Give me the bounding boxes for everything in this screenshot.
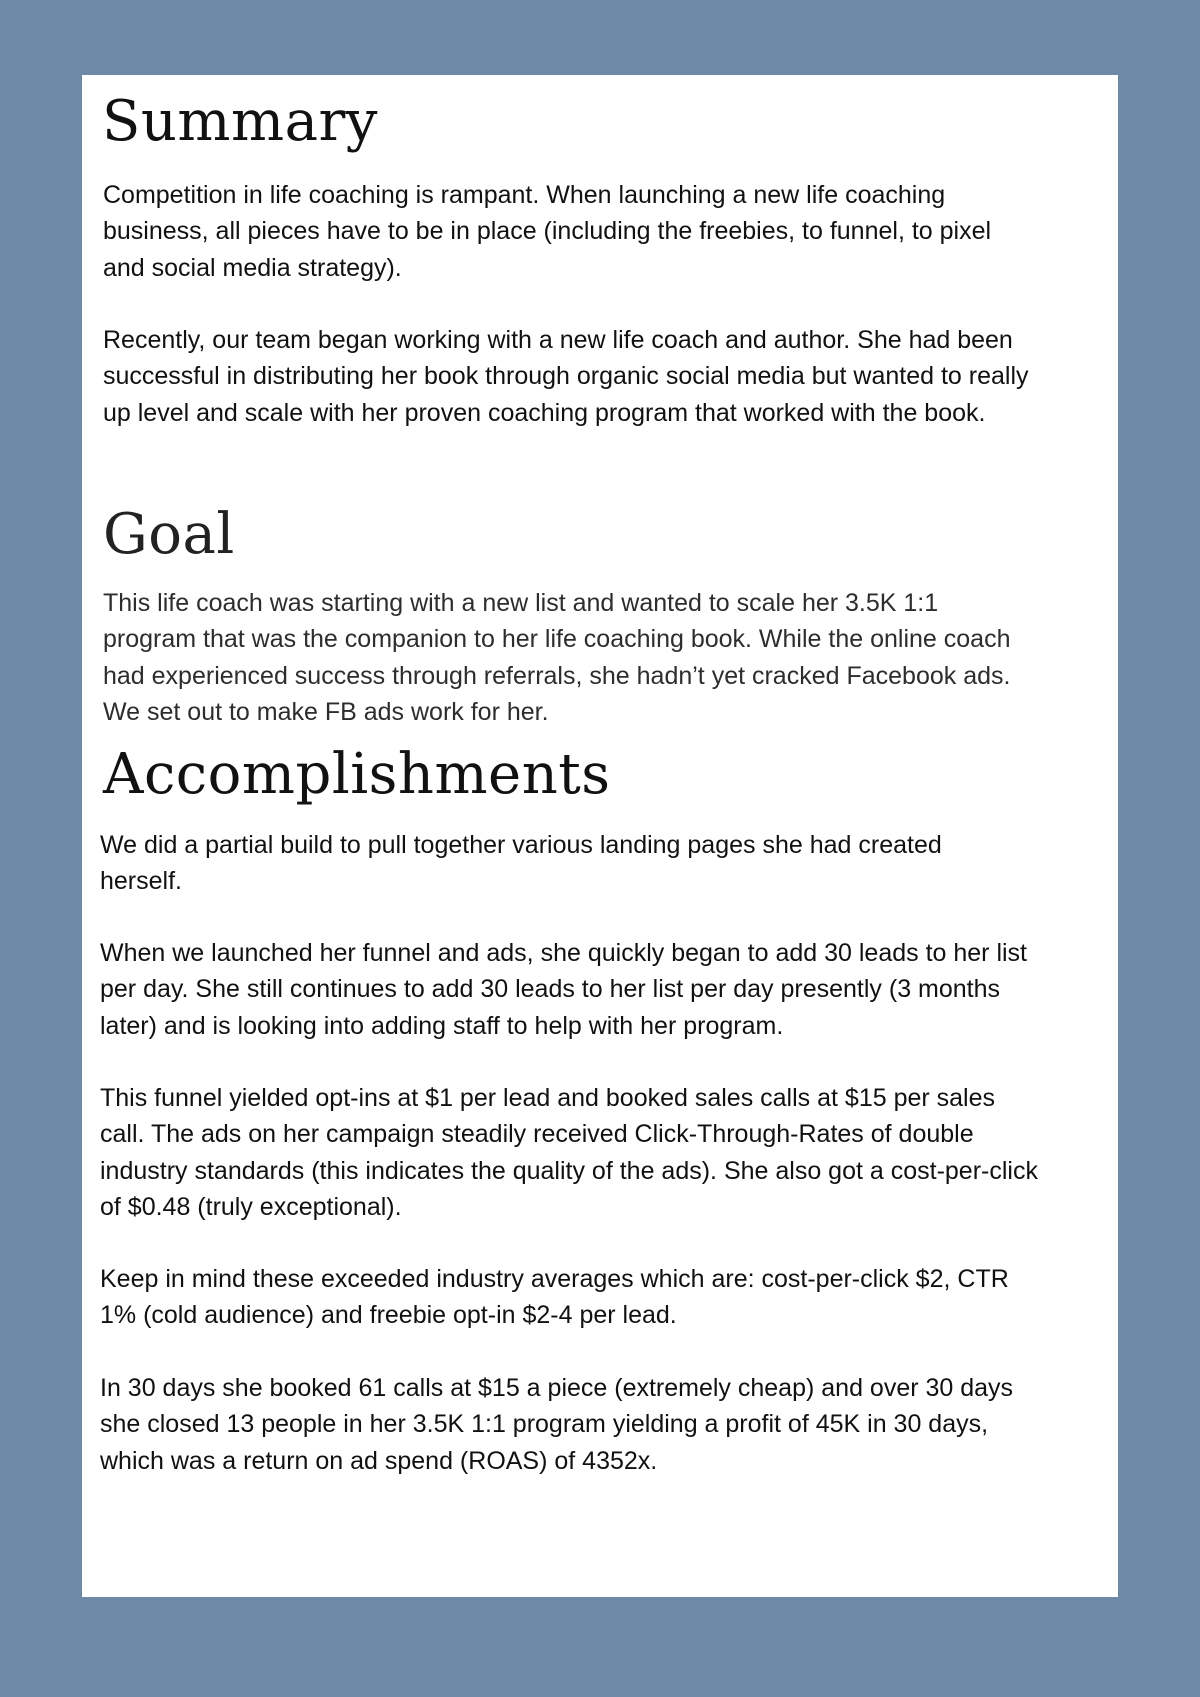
document-card xyxy=(82,75,1118,1597)
accomplishments-paragraph-1: We did a partial build to pull together various landing pages she had created herself. xyxy=(100,831,942,896)
goal-paragraph: This life coach was starting with a new list and wanted to scale her 3.5K 1:1 program that was the companion to her life coaching book. While the online coach had experienced success through referrals, she hadn’t yet cracked Facebook ads. We set out to make FB ads work for her. xyxy=(103,589,1011,726)
summary-heading: Summary xyxy=(102,89,378,154)
accomplishments-paragraph-4: Keep in mind these exceeded industry averages which are: cost-per-click $2, CTR 1% (cold audience) and freebie opt-in $2-4 per lead. xyxy=(100,1265,1009,1330)
accomplishments-paragraph-3: This funnel yielded opt-ins at $1 per lead and booked sales calls at $15 per sales call. The ads on her campaign steadily received Click-Through-Rates of double industry standards (this indicates the quality of the ads). She also got a cost-per-click of $0.48 (truly exceptional). xyxy=(100,1084,1038,1221)
accomplishments-paragraph-5: In 30 days she booked 61 calls at $15 a piece (extremely cheap) and over 30 days she closed 13 people in her 3.5K 1:1 program yielding a profit of 45K in 30 days, which was a return on ad spend (ROAS) of 4352x. xyxy=(100,1374,1014,1475)
summary-paragraph-2: Recently, our team began working with a new life coach and author. She had been successful in distributing her book through organic social media but wanted to really up level and scale with her proven coaching program that worked with the book. xyxy=(103,326,1029,427)
summary-paragraph-1: Competition in life coaching is rampant. When launching a new life coaching business, all pieces have to be in place (including the freebies, to funnel, to pixel and social media strategy). xyxy=(103,181,992,282)
goal-heading: Goal xyxy=(103,502,235,567)
accomplishments-heading: Accomplishments xyxy=(103,742,611,807)
accomplishments-paragraph-2: When we launched her funnel and ads, she quickly began to add 30 leads to her list per day. She still continues to add 30 leads to her list per day presently (3 months later) and is looking into adding staff to help with her program. xyxy=(100,939,1028,1040)
